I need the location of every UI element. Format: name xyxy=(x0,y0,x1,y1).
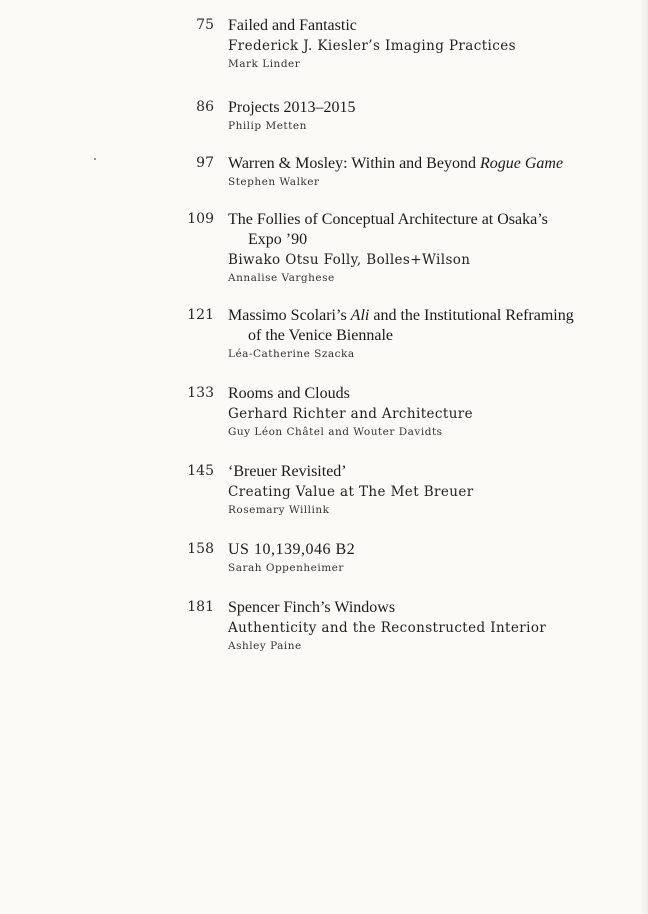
entry-title: Projects 2013–2015 xyxy=(228,99,356,116)
entry-author: Rosemary Willink xyxy=(228,504,330,516)
page-number: 86 xyxy=(196,99,214,115)
page-number: 145 xyxy=(187,463,214,479)
entry-subtitle: Gerhard Richter and Architecture xyxy=(228,406,474,422)
entry-title xyxy=(228,210,640,250)
toc-entry[interactable] xyxy=(0,306,640,384)
toc-entry[interactable] xyxy=(0,98,640,154)
page-number: 109 xyxy=(187,211,214,227)
entry-author: Guy Léon Châtel and Wouter Davidts xyxy=(228,426,443,438)
entry-title: Failed and Fantastic xyxy=(228,17,357,34)
entry-title-italic: Rogue Game xyxy=(479,155,564,172)
entry-title-text: Warren & Mosley: Within and Beyond xyxy=(228,155,480,172)
entry-title-text: and the Institutional Reframing xyxy=(369,307,574,324)
entry-title xyxy=(228,306,640,346)
page-number: 181 xyxy=(187,599,214,615)
toc-entry[interactable] xyxy=(0,154,640,210)
entry-title-text: The Follies of Conceptual Architecture at Osaka’s xyxy=(228,211,548,228)
entry-subtitle: Frederick J. Kiesler’s Imaging Practices xyxy=(228,38,516,54)
entry-title-continued: Expo ’90 xyxy=(248,231,308,248)
entry-title: Rooms and Clouds xyxy=(228,385,350,402)
entry-author: Sarah Oppenheimer xyxy=(228,562,344,574)
entry-subtitle: Authenticity and the Reconstructed Interior xyxy=(228,620,547,636)
toc-entry[interactable] xyxy=(0,598,640,658)
entry-author: Ashley Paine xyxy=(228,640,302,652)
entry-title-continued: of the Venice Biennale xyxy=(248,327,393,344)
entry-subtitle: Creating Value at The Met Breuer xyxy=(228,484,474,500)
page-number: 133 xyxy=(187,385,214,401)
entry-author: Léa-Catherine Szacka xyxy=(228,348,355,360)
page-number: 75 xyxy=(196,17,214,33)
entry-title: ‘Breuer Revisited’ xyxy=(228,463,347,480)
toc-entry[interactable] xyxy=(0,16,640,98)
entry-author: Philip Metten xyxy=(228,120,307,132)
page-number: 121 xyxy=(187,307,214,323)
entry-title xyxy=(228,154,640,174)
entry-title: US 10,139,046 B2 xyxy=(228,541,356,558)
toc-entry[interactable] xyxy=(0,210,640,306)
page-edge xyxy=(640,0,648,914)
page-number: 158 xyxy=(187,541,214,557)
entry-title-text: Massimo Scolari’s xyxy=(228,307,351,324)
entry-title-italic: Ali xyxy=(350,307,370,324)
entry-author: Annalise Varghese xyxy=(228,272,335,284)
entry-author: Mark Linder xyxy=(228,58,301,70)
entry-title: Spencer Finch’s Windows xyxy=(228,599,396,616)
entry-subtitle: Biwako Otsu Folly, Bolles+Wilson xyxy=(228,252,471,268)
toc-entry[interactable] xyxy=(0,462,640,540)
entry-author: Stephen Walker xyxy=(228,176,320,188)
toc-entry[interactable] xyxy=(0,540,640,598)
toc-entry[interactable] xyxy=(0,384,640,462)
page-number: 97 xyxy=(196,155,214,171)
table-of-contents xyxy=(0,16,640,658)
